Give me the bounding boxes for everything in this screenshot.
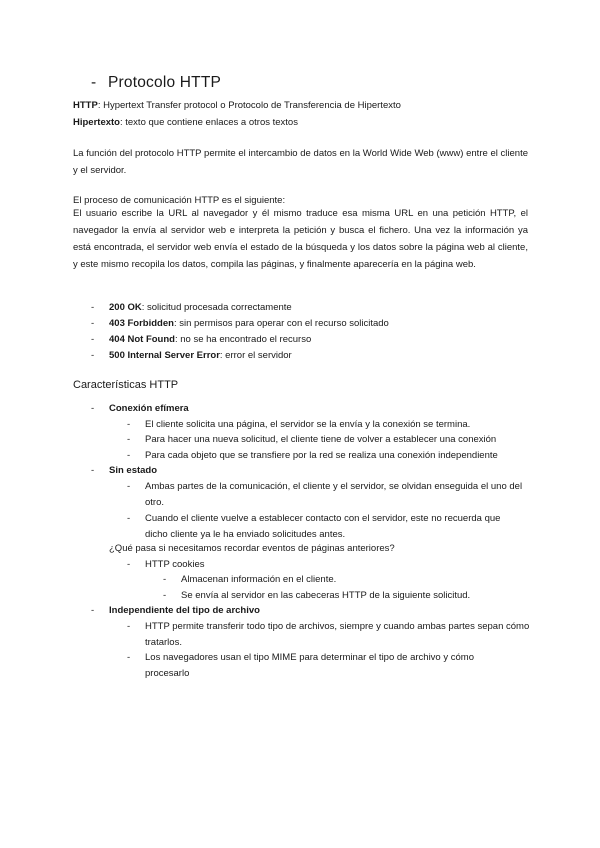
status-code-item (91, 316, 389, 332)
feature-title: Sin estado (109, 465, 158, 476)
section-title: Características HTTP (73, 379, 179, 391)
bullet: - (127, 513, 131, 524)
sub-item-text: Cuando el cliente vuelve a establecer contacto con el servidor, este no recuerda que dicho cliente ya le ha enviado solicitudes antes. (145, 513, 501, 540)
paragraph-function: La función del protocolo HTTP permite el intercambio de datos en la World Wide Web (www) entre el cliente y el servidor. (73, 148, 528, 176)
sub-item (127, 650, 505, 682)
definition-term: HTTP (73, 100, 98, 111)
feature-item (91, 463, 157, 479)
definition-term: Hipertexto (73, 117, 120, 128)
bullet: - (91, 334, 95, 345)
status-code-item (91, 348, 292, 364)
sub-item (127, 619, 530, 651)
bullet: - (91, 350, 95, 361)
status-code-item (91, 332, 311, 348)
status-desc: : solicitud procesada correctamente (141, 302, 292, 313)
sub-item (127, 557, 204, 573)
status-code: 500 Internal Server Error (109, 350, 220, 361)
sub-sub-item (163, 588, 470, 604)
title-bullet: - (91, 74, 97, 91)
sub-item-text: El cliente solicita una página, el servidor se la envía y la conexión se termina. (145, 419, 471, 430)
sub-item-text: Para hacer una nueva solicitud, el cliente tiene de volver a establecer una conexión (145, 434, 497, 445)
page-title (91, 74, 221, 92)
sub-item-text: Ambas partes de la comunicación, el cliente y el servidor, se olvidan enseguida el uno del otro. (145, 481, 523, 508)
bullet: - (127, 559, 131, 570)
bullet: - (91, 302, 95, 313)
bullet: - (127, 481, 131, 492)
definition-http (73, 100, 401, 112)
sub-sub-item (163, 572, 336, 588)
sub-item-text: HTTP cookies (145, 559, 205, 570)
status-code: 404 Not Found (109, 334, 175, 345)
sub-item-text: Para cada objeto que se transfiere por la red se realiza una conexión independiente (145, 450, 498, 461)
bullet: - (127, 450, 131, 461)
bullet: - (127, 621, 131, 632)
title-text: Protocolo HTTP (108, 74, 222, 91)
sub-item-text: Los navegadores usan el tipo MIME para determinar el tipo de archivo y cómo procesarlo (145, 652, 474, 679)
sub-item (127, 479, 525, 511)
sub-item (127, 432, 496, 448)
definition-hipertexto (73, 117, 298, 129)
sub-item (127, 511, 525, 543)
feature-item (91, 603, 260, 619)
bullet: - (91, 605, 95, 616)
feature-title: Conexión efímera (109, 403, 189, 414)
status-desc: : no se ha encontrado el recurso (174, 334, 312, 345)
bullet: - (127, 434, 131, 445)
sub-item-text: HTTP permite transferir todo tipo de archivos, siempre y cuando ambas partes sepan cómo tratarlos. (145, 621, 530, 648)
bullet: - (163, 574, 167, 585)
sub-sub-item-text: Se envía al servidor en las cabeceras HTTP de la siguiente solicitud. (181, 590, 471, 601)
status-code-item (91, 300, 292, 316)
definition-text: : texto que contiene enlaces a otros textos (119, 117, 298, 128)
sub-item (127, 417, 470, 433)
question-text: ¿Qué pasa si necesitamos recordar eventos de páginas anteriores? (109, 543, 395, 554)
status-desc: : sin permisos para operar con el recurso solicitado (173, 318, 389, 329)
sub-sub-item-text: Almacenan información en el cliente. (181, 574, 337, 585)
bullet: - (127, 419, 131, 430)
bullet: - (91, 318, 95, 329)
paragraph-process-body: El usuario escribe la URL al navegador y él mismo traduce esa misma URL en una petición HTTP, el navegador la envía al servidor web e interpreta la petición y busca el fichero. Una vez la información ya está encontrada, el servidor web envía el estado de la búsqueda y los datos sobre la página web al cliente, y este mismo recopila los datos, compila las páginas, y finalmente aparecería en la página web. (73, 208, 528, 270)
status-desc: : error el servidor (219, 350, 292, 361)
bullet: - (127, 652, 131, 663)
status-code: 200 OK (109, 302, 142, 313)
status-code: 403 Forbidden (109, 318, 174, 329)
paragraph-process-intro: El proceso de comunicación HTTP es el siguiente: (73, 195, 286, 206)
bullet: - (163, 590, 167, 601)
bullet: - (91, 403, 95, 414)
feature-item (91, 401, 189, 417)
bullet: - (91, 465, 95, 476)
sub-item (127, 448, 498, 464)
definition-text: : Hypertext Transfer protocol o Protocolo de Transferencia de Hipertexto (97, 100, 401, 111)
feature-title: Independiente del tipo de archivo (109, 605, 260, 616)
